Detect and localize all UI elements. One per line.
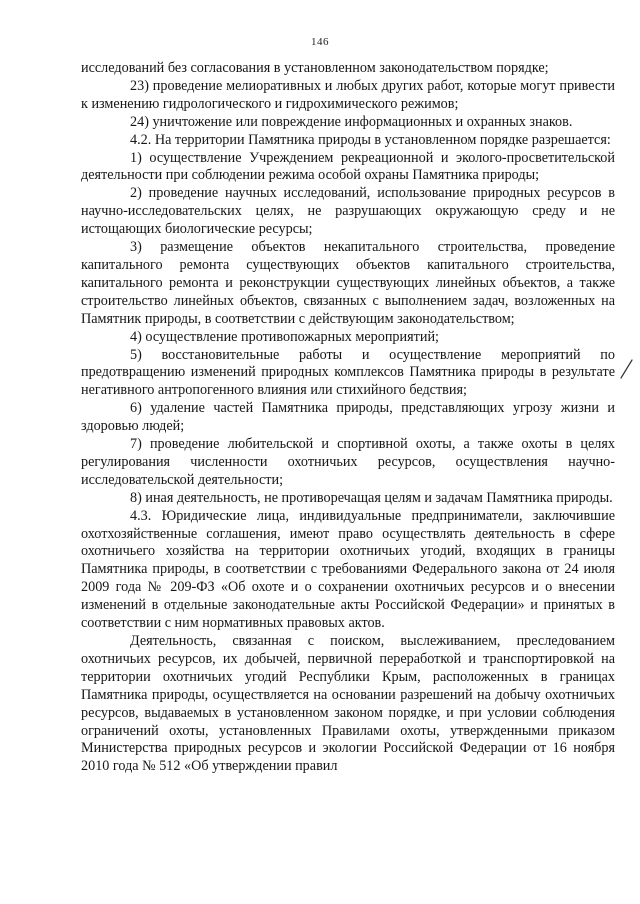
- paragraph-item-24: 24) уничтожение или повреждение информационных и охранных знаков.: [130, 113, 573, 130]
- paragraph-allowed-8: 8) иная деятельность, не противоречащая целям и задачам Памятника природы.: [130, 489, 613, 506]
- paragraph-section-4-2: 4.2. На территории Памятника природы в установленном порядке разрешается:: [130, 131, 611, 148]
- margin-pen-mark: [619, 358, 633, 380]
- margin-pen-stroke: [621, 360, 632, 378]
- paragraph-allowed-3: 3) размещение объектов некапитального строительства, проведение капитального ремонта существующих объектов капитального строительства, капитального ремонта и реконструкции существующих линейных объектов, а также строительство линейных объектов, связанных с выполнением задач, возложенных на Памятник природы, в соответствии с действующим законодательством;: [81, 239, 615, 327]
- paragraph-hunting-activity: Деятельность, связанная с поиском, выслеживанием, преследованием охотничьих ресурсов, их добычей, первичной переработкой и транспортировкой на территории охотничьих угодий Республики Крым, расположенных в границах Памятника природы, осуществляется на основании разрешений на добычу охотничьих ресурсов, выдаваемых в установленном законом порядке, и при условии соблюдения ограничений охоты, установленных Правилами охоты, утвержденными приказом Министерства природных ресурсов и экологии Российской Федерации от 16 ноября 2010 года № 512 «Об утверждении правил: [81, 633, 615, 775]
- paragraph-allowed-2: 2) проведение научных исследований, использование природных ресурсов в научно-исследовательских целях, не разрушающих окружающую среду и не истощающих биологические ресурсы;: [81, 185, 615, 238]
- paragraph-item-23: 23) проведение мелиоративных и любых других работ, которые могут привести к изменению гидрологического и гидрохимического режимов;: [81, 77, 615, 112]
- document-body: [81, 60, 615, 776]
- paragraph-section-4-3: 4.3. Юридические лица, индивидуальные предприниматели, заключившие охотхозяйственные соглашения, имеют право осуществлять деятельность в сфере охотничьего хозяйства на территории охотничьих угодий, входящих в границы Памятника природы, в соответствии с требованиями Федерального закона от 24 июля 2009 года № 209-ФЗ «Об охоте и о сохранении охотничьих ресурсов и о внесении изменений в отдельные законодательные акты Российской Федерации» и принятых в соответствии с ним нормативных правовых актов.: [81, 507, 615, 632]
- paragraph-allowed-4: 4) осуществление противопожарных мероприятий;: [130, 328, 439, 345]
- paragraph-allowed-1: 1) осуществление Учреждением рекреационной и эколого-просветительской деятельности при соблюдении режима особой охраны Памятника природы;: [81, 149, 615, 184]
- paragraph-continuation: исследований без согласования в установленном законодательством порядке;: [81, 60, 549, 76]
- paragraph-allowed-7: 7) проведение любительской и спортивной охоты, а также охоты в целях регулирования численности охотничьих ресурсов, осуществления научно-исследовательской деятельности;: [81, 436, 615, 488]
- paragraph-allowed-5: 5) восстановительные работы и осуществление мероприятий по предотвращению изменений природных комплексов Памятника природы в результате негативного антропогенного влияния или стихийного бедствия;: [81, 346, 615, 399]
- page-number: 146: [311, 36, 329, 48]
- paragraph-allowed-6: 6) удаление частей Памятника природы, представляющих угрозу жизни и здоровью людей;: [81, 400, 615, 435]
